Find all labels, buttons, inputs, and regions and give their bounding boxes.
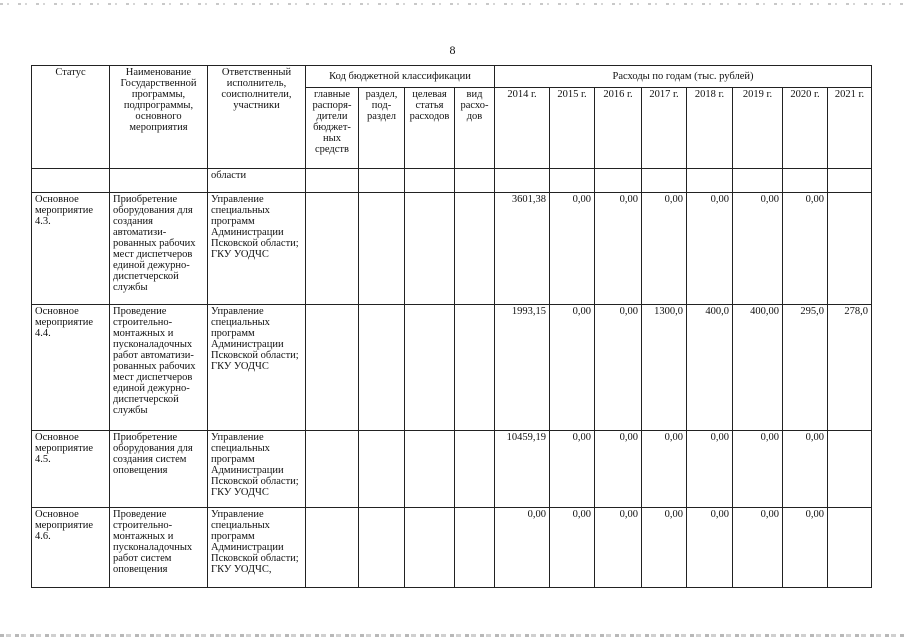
row-value: 0,00 — [550, 305, 595, 431]
continuation-row — [32, 169, 872, 193]
header-year: 2018 г. — [687, 88, 733, 169]
continuation-executor-tail: области — [208, 169, 306, 193]
row-value: 0,00 — [495, 508, 550, 588]
header-year: 2015 г. — [550, 88, 595, 169]
header-code-article: целевая статья расходов — [405, 88, 455, 169]
row-value — [828, 431, 872, 508]
row-value: 278,0 — [828, 305, 872, 431]
row-value — [828, 508, 872, 588]
row-value: 0,00 — [687, 508, 733, 588]
row-value: 295,0 — [783, 305, 828, 431]
row-value: 1993,15 — [495, 305, 550, 431]
row-value: 0,00 — [642, 193, 687, 305]
row-status: Основное мероприятие 4.5. — [32, 431, 110, 508]
header-budget-code: Код бюджетной классификации — [306, 66, 495, 88]
row-value: 0,00 — [595, 431, 642, 508]
header-code-managers: главные распоря-дители бюджет-ных средств — [306, 88, 359, 169]
row-status: Основное мероприятие 4.6. — [32, 508, 110, 588]
header-year: 2016 г. — [595, 88, 642, 169]
budget-table — [31, 65, 872, 588]
row-status: Основное мероприятие 4.4. — [32, 305, 110, 431]
row-value: 0,00 — [642, 508, 687, 588]
row-value: 10459,19 — [495, 431, 550, 508]
row-value: 0,00 — [550, 193, 595, 305]
header-year: 2020 г. — [783, 88, 828, 169]
row-value: 0,00 — [550, 431, 595, 508]
row-name: Приобретение оборудования для создания автоматизи-рованных рабочих мест диспетчеров единой дежурно-диспетчерской службы — [110, 193, 208, 305]
row-status: Основное мероприятие 4.3. — [32, 193, 110, 305]
row-value: 0,00 — [595, 508, 642, 588]
row-value — [828, 193, 872, 305]
header-expenses: Расходы по годам (тыс. рублей) — [495, 66, 872, 88]
row-executor: Управление специальных программ Администрации Псковской области; ГКУ УОДЧС — [208, 431, 306, 508]
row-value: 0,00 — [783, 193, 828, 305]
row-name: Приобретение оборудования для создания систем оповещения — [110, 431, 208, 508]
row-value: 0,00 — [687, 431, 733, 508]
table-row — [32, 508, 872, 588]
header-year: 2017 г. — [642, 88, 687, 169]
scan-artifact-top — [0, 3, 905, 5]
table-row — [32, 431, 872, 508]
row-value: 400,00 — [733, 305, 783, 431]
table-row — [32, 193, 872, 305]
page-number: 8 — [449, 43, 456, 57]
row-value: 0,00 — [733, 431, 783, 508]
row-value: 0,00 — [595, 193, 642, 305]
header-row-1 — [32, 66, 872, 88]
row-value: 0,00 — [550, 508, 595, 588]
row-value: 400,0 — [687, 305, 733, 431]
row-value: 0,00 — [733, 508, 783, 588]
table-row — [32, 305, 872, 431]
row-value: 0,00 — [595, 305, 642, 431]
header-executor: Ответственный исполнитель, соисполнители, участники — [208, 66, 306, 169]
row-executor: Управление специальных программ Администрации Псковской области; ГКУ УОДЧС — [208, 193, 306, 305]
row-value: 0,00 — [783, 508, 828, 588]
header-year: 2021 г. — [828, 88, 872, 169]
header-name: Наименование Государственной программы, подпрограммы, основного мероприятия — [110, 66, 208, 169]
header-year: 2019 г. — [733, 88, 783, 169]
header-code-section: раздел, под-раздел — [359, 88, 405, 169]
row-value: 0,00 — [687, 193, 733, 305]
row-name: Проведение строительно-монтажных и пусконаладочных работ автоматизи-рованных рабочих мест диспетчеров единой дежурно-диспетчерской службы — [110, 305, 208, 431]
row-value: 1300,0 — [642, 305, 687, 431]
scan-artifact-bottom — [0, 634, 905, 637]
row-executor: Управление специальных программ Администрации Псковской области; ГКУ УОДЧС — [208, 305, 306, 431]
row-value: 0,00 — [783, 431, 828, 508]
row-name: Проведение строительно-монтажных и пусконаладочных работ систем оповещения — [110, 508, 208, 588]
header-code-type: вид расхо-дов — [455, 88, 495, 169]
row-executor: Управление специальных программ Администрации Псковской области; ГКУ УОДЧС, — [208, 508, 306, 588]
header-status: Статус — [32, 66, 110, 169]
row-value: 3601,38 — [495, 193, 550, 305]
header-year: 2014 г. — [495, 88, 550, 169]
row-value: 0,00 — [733, 193, 783, 305]
row-value: 0,00 — [642, 431, 687, 508]
